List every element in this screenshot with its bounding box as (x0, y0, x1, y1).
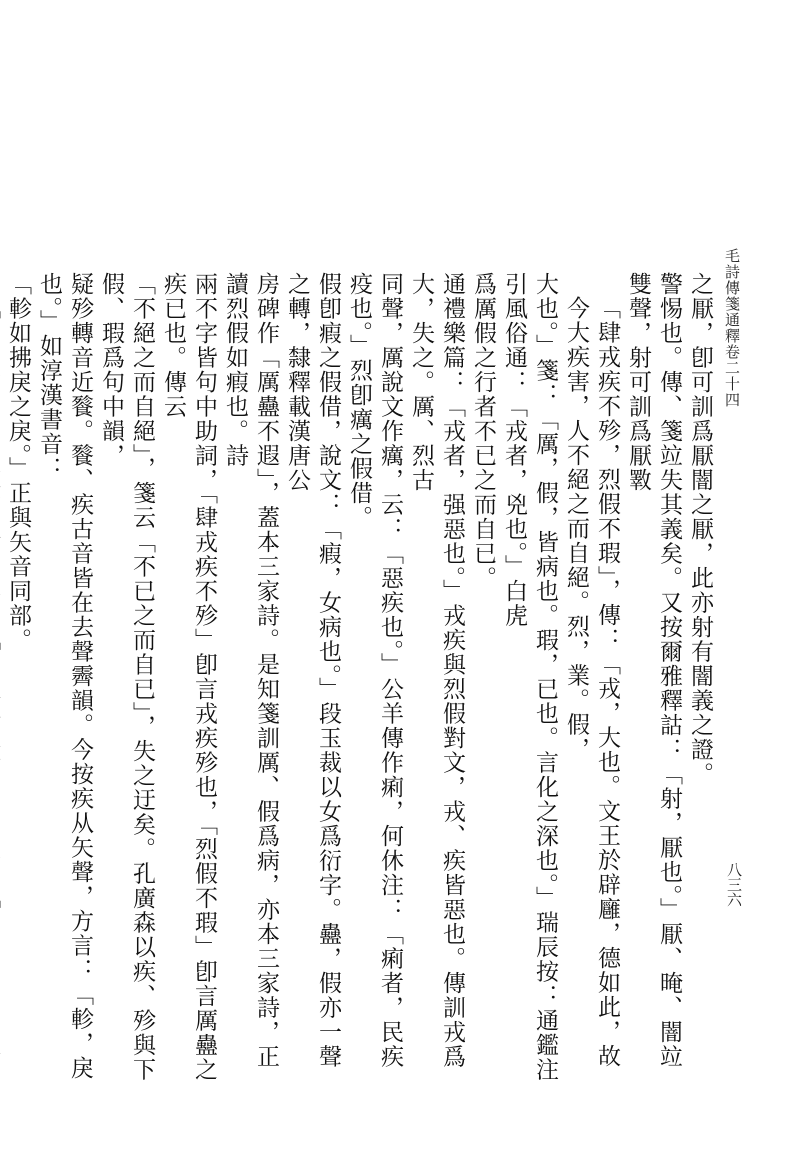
running-header: 毛詩傳箋通釋卷二十四 (723, 248, 741, 408)
text-column-4: 大也。」箋：「厲，假，皆病也。瑕，已也。言化之深也。」瑞辰按：通鑑注引風俗通：「戎者，兇也。」白虎 (501, 272, 558, 1082)
page-number: 八三六 (725, 862, 743, 907)
text-column-6: 通禮樂篇：「戎者，强惡也。」戎疾與烈假對文，戎、疾皆惡也。傳訓戎爲大，失之。厲、烈古 (408, 272, 465, 1069)
text-column-2: 警惕也。傳、箋竝失其義矣。又按爾雅釋詁：「射，厭也。」厭、晻、闇竝雙聲，射可訓爲厭斁 (625, 272, 682, 1069)
main-text (5, 272, 715, 1092)
text-column-1: 之厭，卽可訓爲厭闇之厭，此亦射有闇義之證。 (687, 272, 713, 787)
text-column-7: 同聲，厲說文作癘，云：「惡疾也。」公羊傳作痢，何休注：「痢者，民疾疫也。」烈卽癘之假借。 (346, 272, 403, 1069)
text-column-12: 疑殄轉音近餮。餮、疾古音皆在去聲霽韻。今按疾从矢聲，方言：「軫，戾也。」如淳漢書音： (36, 272, 93, 1081)
text-column-14 (0, 272, 2, 1092)
text-column-11: 「不絕之而自絕」，箋云「不已之而自已」，失之迂矣。孔廣森以疾、殄與下假、瑕爲句中韻， (98, 272, 155, 1082)
text-column-5: 爲厲假之行者不已之而自已。 (470, 272, 496, 591)
text-column-10: 兩不字皆句中助詞，「肆戎疾不殄」卽言戎疾殄也，「烈假不瑕」卽言厲蠱之疾已也。傳云 (160, 272, 217, 1082)
text-column-13: 「軫如拂戾之戾。」正與矢音同部。 (5, 272, 31, 653)
text-column-9: 房碑作「厲蠱不遐」，蓋本三家詩。是知箋訓厲、假爲病，亦本三家詩，正讀烈假如瘕也。詩 (222, 272, 279, 1069)
text-column-3: 「肆戎疾不殄，烈假不瑕」，傳：「戎，大也。文王於辟廱，德如此，故今大疾害，人不絕之而自絕。烈，業。假， (563, 296, 620, 1069)
text-column-8: 假卽瘕之假借，說文：「瘕，女病也。」段玉裁以女爲衍字。蠱，假亦一聲之轉，隸釋載漢唐公 (284, 272, 341, 1069)
